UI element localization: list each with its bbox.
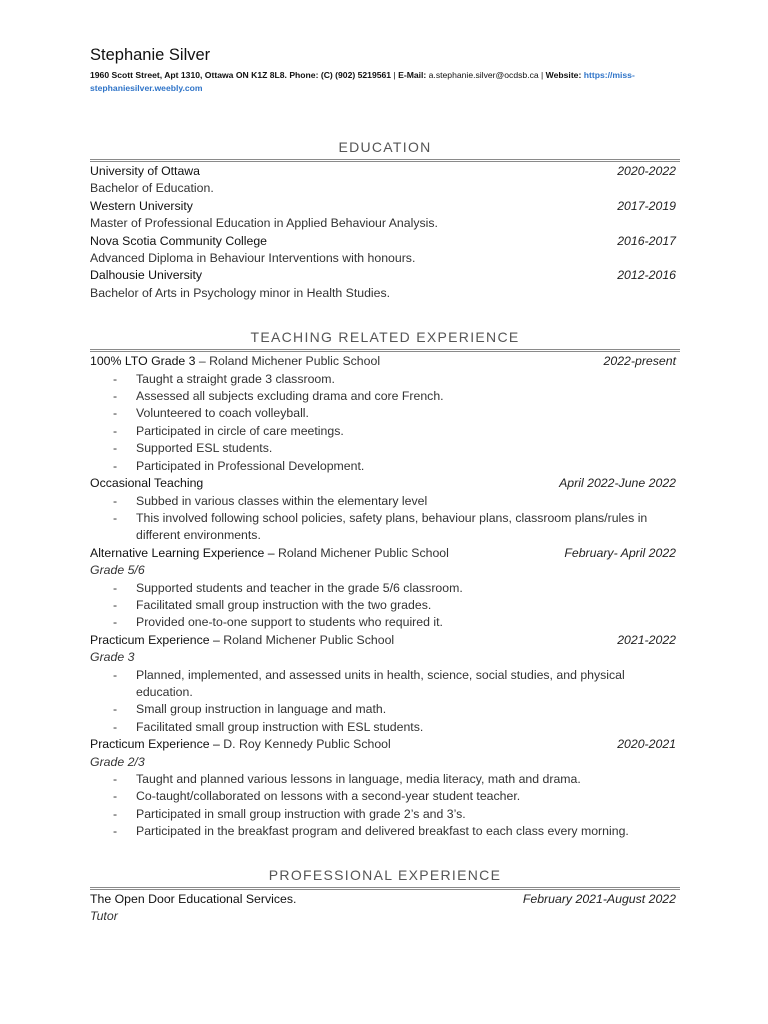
experience-row	[90, 475, 680, 492]
bullet-item: - Supported ESL students.	[90, 440, 680, 457]
bullet-list	[90, 771, 680, 841]
experience-title	[90, 545, 449, 562]
job-role: Tutor	[90, 909, 118, 924]
bullet-item: - Subbed in various classes within the elementary level	[90, 493, 680, 510]
email-address[interactable]: a.stephanie.silver@ocdsb.ca	[428, 70, 539, 80]
bullet-item: - Taught and planned various lessons in language, media literacy, math and drama.	[90, 771, 680, 788]
bullet-item: - Taught a straight grade 3 classroom.	[90, 371, 680, 388]
bullet-item: - Participated in small group instruction with grade 2’s and 3’s.	[90, 806, 680, 823]
organization: D. Roy Kennedy Public School	[219, 737, 391, 752]
bullet-item: - Planned, implemented, and assessed units in health, science, social studies, and physical education.	[90, 667, 680, 702]
bullet-item: - Small group instruction in language and math.	[90, 701, 680, 718]
section-heading-teaching: TEACHING RELATED EXPERIENCE	[250, 329, 520, 346]
degree-detail: Master of Professional Education in Applied Behaviour Analysis.	[90, 216, 438, 231]
bullet-item: - Participated in Professional Development.	[90, 458, 680, 475]
section-heading-professional: PROFESSIONAL EXPERIENCE	[268, 866, 502, 883]
education-entry	[90, 233, 680, 268]
role-title: Occasional Teaching	[90, 476, 204, 491]
experience-date: 2022-present	[603, 354, 676, 369]
teaching-list	[90, 353, 680, 840]
professional-section	[90, 867, 680, 926]
grade-label: Grade 2/3	[90, 754, 145, 769]
education-row	[90, 267, 680, 284]
education-list	[90, 163, 680, 302]
address: 1960 Scott Street, Apt 1310, Ottawa ON K1Z 8L8.	[90, 70, 287, 80]
experience-row	[90, 545, 680, 562]
experience-title	[90, 475, 203, 492]
organization: Roland Michener Public School	[219, 632, 395, 647]
bullet-list	[90, 493, 680, 545]
grade-label: Grade 3	[90, 650, 135, 665]
bullet-item: - Co-taught/collaborated on lessons with a second-year student teacher.	[90, 788, 680, 805]
professional-date: February 2021-August 2022	[522, 891, 676, 906]
section-divider	[90, 159, 680, 162]
school-name: Nova Scotia Community College	[90, 233, 268, 248]
website-label: Website:	[545, 70, 582, 80]
degree-detail: Bachelor of Arts in Psychology minor in Health Studies.	[90, 285, 391, 300]
education-date: 2012-2016	[617, 268, 676, 283]
bullet-list	[90, 371, 680, 475]
role-title: Practicum Experience –	[90, 737, 220, 752]
employer-name: The Open Door Educational Services.	[90, 891, 297, 906]
school-name: Western University	[90, 198, 193, 213]
resume-page	[90, 46, 680, 925]
experience-entry	[90, 545, 680, 632]
experience-row	[90, 736, 680, 753]
experience-date: 2021-2022	[617, 632, 676, 647]
school-name: Dalhousie University	[90, 268, 203, 283]
bullet-item: - Volunteered to coach volleyball.	[90, 405, 680, 422]
role-title: Practicum Experience –	[90, 632, 220, 647]
bullet-item: - Assessed all subjects excluding drama and core French.	[90, 388, 680, 405]
organization: Roland Michener Public School	[274, 545, 449, 560]
school-name: University of Ottawa	[90, 164, 201, 178]
bullet-item: - Facilitated small group instruction with ESL students.	[90, 719, 680, 736]
email-label: E-Mail:	[398, 70, 427, 80]
bullet-item: - Supported students and teacher in the grade 5/6 classroom.	[90, 580, 680, 597]
experience-date: February- April 2022	[564, 545, 676, 560]
bullet-item: - Facilitated small group instruction with the two grades.	[90, 597, 680, 614]
education-entry	[90, 267, 680, 302]
contact-line: 1960 Scott Street, Apt 1310, Ottawa ON K1Z 8L8. Phone: (C) (902) 5219561 | E-Mail: a.stephanie.silver@ocdsb.ca | Website: https://miss- stephaniesilver.weebly.com	[90, 70, 635, 93]
experience-date: 2020-2021	[617, 737, 676, 752]
experience-entry	[90, 353, 680, 475]
education-date: 2016-2017	[617, 233, 676, 248]
bullet-item: - This involved following school policies, safety plans, behaviour plans, classroom plans/rules in different environments.	[90, 510, 680, 545]
experience-row	[90, 632, 680, 649]
bullet-item: - Provided one-to-one support to students who required it.	[90, 614, 680, 631]
organization: – Roland Michener Public School	[195, 354, 381, 369]
professional-row	[90, 891, 680, 908]
experience-title	[90, 632, 394, 649]
candidate-name: Stephanie Silver	[90, 46, 211, 64]
education-section	[90, 139, 680, 302]
bullet-list	[90, 580, 680, 632]
education-date: 2017-2019	[617, 198, 676, 213]
education-entry	[90, 198, 680, 233]
professional-list	[90, 891, 680, 926]
bullet-item: - Participated in circle of care meetings.	[90, 423, 680, 440]
experience-entry	[90, 475, 680, 545]
degree-detail: Bachelor of Education.	[90, 181, 214, 196]
website-link[interactable]: https://miss-	[583, 70, 635, 80]
grade-label: Grade 5/6	[90, 563, 145, 578]
teaching-section	[90, 329, 680, 840]
phone-number: (C) (902) 5219561	[320, 70, 392, 80]
education-entry	[90, 163, 680, 198]
experience-title	[90, 736, 391, 753]
phone-label: Phone:	[289, 70, 319, 80]
education-date: 2020-2022	[617, 164, 676, 178]
resume-header	[90, 46, 680, 95]
bullet-item: - Participated in the breakfast program and delivered breakfast to each class every morning.	[90, 823, 680, 840]
degree-detail: Advanced Diploma in Behaviour Interventions with honours.	[90, 251, 416, 266]
experience-row	[90, 353, 680, 370]
experience-title	[90, 353, 380, 370]
experience-date: April 2022-June 2022	[559, 476, 676, 491]
section-heading-education: EDUCATION	[338, 139, 432, 155]
education-row	[90, 233, 680, 250]
experience-entry	[90, 632, 680, 736]
section-divider	[90, 349, 680, 352]
education-row	[90, 198, 680, 215]
professional-entry	[90, 891, 680, 926]
experience-entry	[90, 736, 680, 840]
section-divider	[90, 887, 680, 890]
role-title: Alternative Learning Experience –	[90, 545, 275, 560]
website-link-cont[interactable]: stephaniesilver.weebly.com	[90, 83, 203, 93]
education-row	[90, 163, 680, 180]
role-title: 100% LTO Grade 3	[90, 354, 196, 369]
bullet-list	[90, 667, 680, 737]
